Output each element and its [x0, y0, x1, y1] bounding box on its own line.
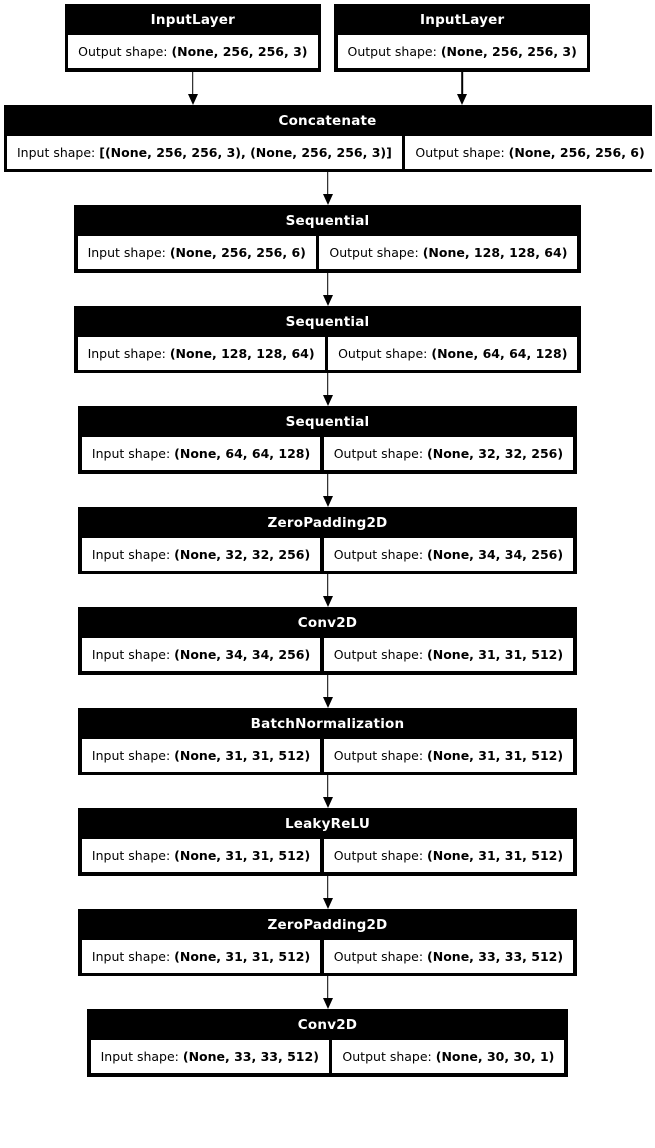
layer-body: [7, 136, 648, 169]
layer-title: Sequential: [285, 414, 370, 430]
input-shape-cell: Input shape: (None, 31, 31, 512): [82, 839, 320, 872]
layer-title: ZeroPadding2D: [267, 514, 388, 531]
node-zeropadding2d-1: [78, 507, 576, 575]
edges-inputs-to-concatenate: [0, 72, 655, 105]
layer-body: [82, 739, 573, 772]
node-sequential-3: [78, 406, 576, 474]
edge: [0, 574, 655, 607]
layer-title: InputLayer: [150, 12, 235, 28]
layer-body: [68, 35, 317, 68]
input-shape-cell: Input shape: (None, 64, 64, 128): [82, 437, 320, 470]
edge: [0, 675, 655, 708]
edge: [0, 976, 655, 1009]
layer-body: [82, 940, 573, 973]
layer-title: Sequential: [285, 313, 370, 330]
input-shape-cell: Input shape: (None, 128, 128, 64): [78, 337, 325, 370]
layer-body: [82, 638, 573, 671]
layer-title: Sequential: [285, 213, 370, 229]
node-input-layer-1: [65, 4, 321, 72]
output-shape-cell: Output shape: (None, 34, 34, 256): [324, 538, 573, 571]
output-shape-cell: Output shape: (None, 64, 64, 128): [328, 337, 577, 370]
node-leakyrelu: [78, 808, 576, 876]
layer-body: [82, 437, 573, 470]
layer-body: [91, 1040, 565, 1073]
node-batchnormalization: [78, 708, 576, 776]
output-shape-cell: Output shape: (None, 32, 32, 256): [324, 437, 573, 470]
node-sequential-1: [74, 205, 581, 273]
layer-body: [78, 337, 578, 370]
output-shape-cell: Output shape: (None, 31, 31, 512): [324, 739, 573, 772]
edge: [0, 172, 655, 205]
edge: [0, 474, 655, 507]
output-shape-cell: Output shape: (None, 31, 31, 512): [324, 638, 573, 671]
output-shape-cell: Output shape: (None, 33, 33, 512): [324, 940, 573, 973]
output-shape-cell: Output shape: (None, 30, 30, 1): [332, 1040, 564, 1073]
input-shape-cell: Input shape: (None, 32, 32, 256): [82, 538, 320, 571]
layer-title: InputLayer: [420, 12, 505, 28]
input-layers-row: [65, 4, 591, 72]
node-input-layer-2: [334, 4, 590, 72]
node-sequential-2: [74, 306, 581, 374]
layer-title: LeakyReLU: [284, 816, 371, 832]
layer-body: [78, 236, 578, 269]
layer-body: [338, 35, 587, 68]
input-shape-cell: Input shape: (None, 33, 33, 512): [91, 1040, 329, 1073]
input-shape-cell: Input shape: [(None, 256, 256, 3), (None, 256, 256, 3)]: [7, 136, 402, 169]
input-shape-cell: Input shape: (None, 31, 31, 512): [82, 739, 320, 772]
output-shape-cell: Output shape: (None, 128, 128, 64): [319, 236, 577, 269]
layer-title: Concatenate: [278, 112, 377, 129]
output-shape-cell: Output shape: (None, 256, 256, 3): [68, 35, 317, 68]
layer-title: Conv2D: [297, 1017, 358, 1033]
input-shape-cell: Input shape: (None, 31, 31, 512): [82, 940, 320, 973]
layer-title: Conv2D: [297, 615, 358, 631]
edge: [0, 373, 655, 406]
input-shape-cell: Input shape: (None, 256, 256, 6): [78, 236, 316, 269]
layer-title: BatchNormalization: [250, 715, 405, 732]
layer-body: [82, 839, 573, 872]
output-shape-cell: Output shape: (None, 256, 256, 3): [338, 35, 587, 68]
node-conv2d-1: [78, 607, 576, 675]
edge: [0, 876, 655, 909]
layer-title: ZeroPadding2D: [267, 916, 388, 933]
layer-body: [82, 538, 573, 571]
node-zeropadding2d-2: [78, 909, 576, 977]
output-shape-cell: Output shape: (None, 256, 256, 6): [405, 136, 654, 169]
node-concatenate: [4, 105, 652, 173]
input-shape-cell: Input shape: (None, 34, 34, 256): [82, 638, 320, 671]
output-shape-cell: Output shape: (None, 31, 31, 512): [324, 839, 573, 872]
edge: [0, 775, 655, 808]
edge: [0, 273, 655, 306]
node-conv2d-2: [87, 1009, 568, 1077]
